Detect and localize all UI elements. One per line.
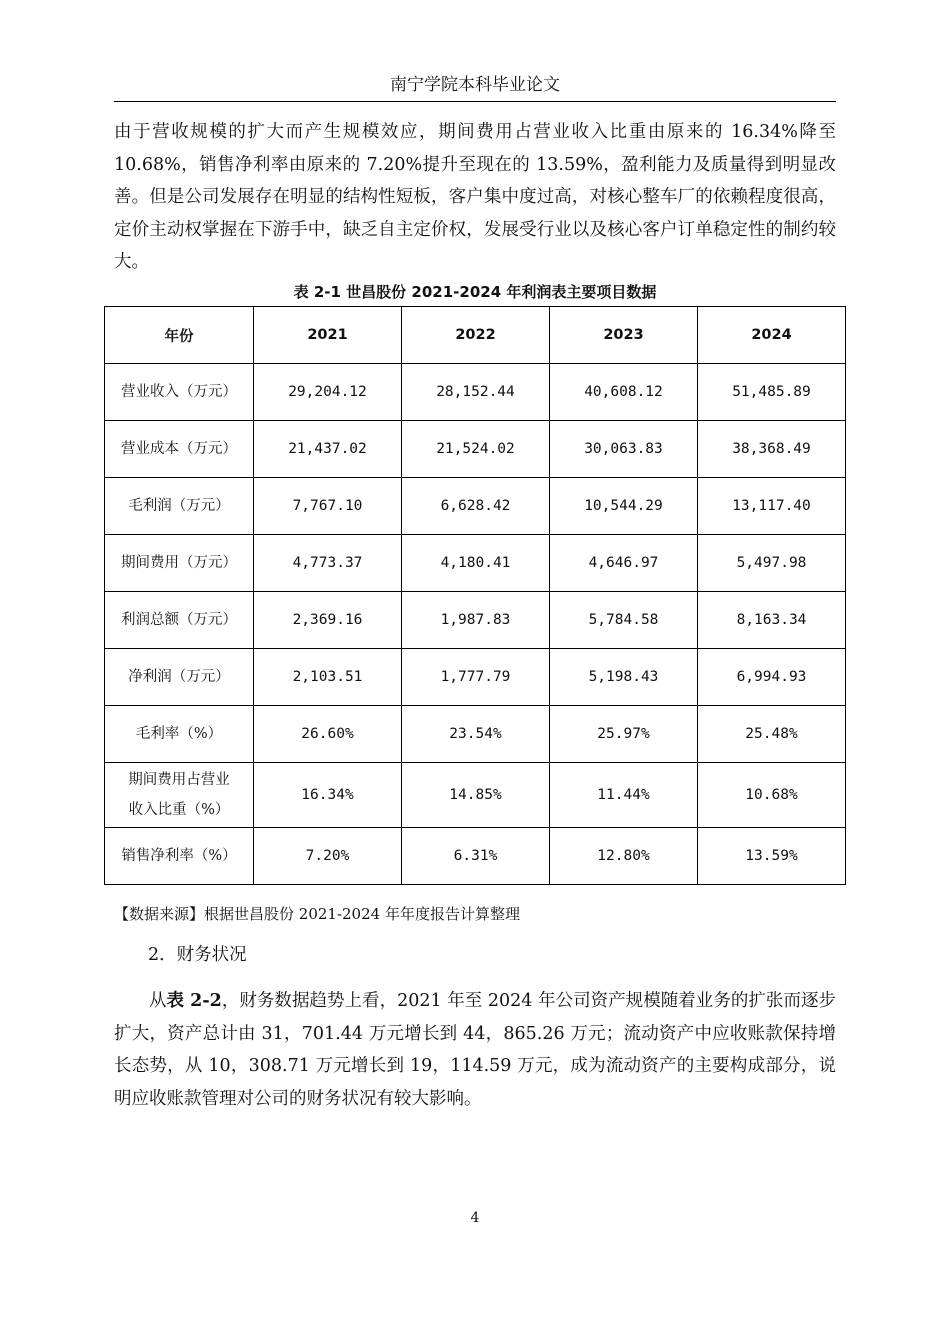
table-cell: 25.97% — [550, 706, 698, 763]
column-header-2023: 2023 — [550, 307, 698, 364]
table-cell: 23.54% — [402, 706, 550, 763]
column-header-2021: 2021 — [254, 307, 402, 364]
table-cell: 5,198.43 — [550, 649, 698, 706]
header-divider — [114, 101, 836, 102]
profit-statement-table — [104, 306, 846, 885]
table-cell: 21,524.02 — [402, 421, 550, 478]
table-cell: 51,485.89 — [698, 364, 846, 421]
table-row — [105, 535, 846, 592]
table-row — [105, 649, 846, 706]
table-cell: 5,497.98 — [698, 535, 846, 592]
table-cell: 2,369.16 — [254, 592, 402, 649]
table-cell: 30,063.83 — [550, 421, 698, 478]
table-cell: 38,368.49 — [698, 421, 846, 478]
table-cell: 7,767.10 — [254, 478, 402, 535]
row-label-gross-profit: 毛利润（万元） — [105, 478, 254, 535]
table-row — [105, 592, 846, 649]
row-label-revenue: 营业收入（万元） — [105, 364, 254, 421]
table-cell: 6.31% — [402, 828, 550, 885]
table-cell: 40,608.12 — [550, 364, 698, 421]
table-cell: 10,544.29 — [550, 478, 698, 535]
row-label-expense-ratio — [105, 763, 254, 828]
column-header-2022: 2022 — [402, 307, 550, 364]
table-cell: 6,994.93 — [698, 649, 846, 706]
table-cell: 2,103.51 — [254, 649, 402, 706]
table-cell: 21,437.02 — [254, 421, 402, 478]
body-paragraph-1: 由于营收规模的扩大而产生规模效应，期间费用占营业收入比重由原来的 16.34%降至 10.68%，销售净利率由原来的 7.20%提升至现在的 13.59%，盈利能力及质量得到明显改善。但是公司发展存在明显的结构性短板，客户集中度过高，对核心整车厂的依赖程度很高，定价主动权掌握在下游手中，缺乏自主定价权，发展受行业以及核心客户订单稳定性的制约较大。 — [114, 122, 836, 272]
table-cell: 10.68% — [698, 763, 846, 828]
table-caption: 表 2-1 世昌股份 2021-2024 年利润表主要项目数据 — [293, 283, 657, 301]
column-header-2024: 2024 — [698, 307, 846, 364]
table-cell: 6,628.42 — [402, 478, 550, 535]
table-row — [105, 763, 846, 828]
row-label-total-profit: 利润总额（万元） — [105, 592, 254, 649]
table-cell: 4,180.41 — [402, 535, 550, 592]
table-row — [105, 421, 846, 478]
table-cell: 25.48% — [698, 706, 846, 763]
row-label-net-profit: 净利润（万元） — [105, 649, 254, 706]
page-header: 南宁学院本科毕业论文 — [390, 75, 560, 95]
row-label-gross-margin: 毛利率（%） — [105, 706, 254, 763]
row-label-net-margin: 销售净利率（%） — [105, 828, 254, 885]
table-row — [105, 364, 846, 421]
table-cell: 26.60% — [254, 706, 402, 763]
table-cell: 4,646.97 — [550, 535, 698, 592]
column-header-year: 年份 — [105, 307, 254, 364]
page-number: 4 — [470, 1210, 480, 1226]
table-cell: 29,204.12 — [254, 364, 402, 421]
table-cell: 5,784.58 — [550, 592, 698, 649]
body-paragraph-2 — [114, 985, 836, 1115]
paragraph-lead: 从 — [149, 991, 167, 1011]
table-cell: 13,117.40 — [698, 478, 846, 535]
table-cell: 8,163.34 — [698, 592, 846, 649]
table-cell: 1,987.83 — [402, 592, 550, 649]
row-label-cost: 营业成本（万元） — [105, 421, 254, 478]
table-cell: 1,777.79 — [402, 649, 550, 706]
table-cell: 12.80% — [550, 828, 698, 885]
table-reference: 表 2-2 — [166, 991, 222, 1011]
table-cell: 28,152.44 — [402, 364, 550, 421]
row-label-period-expenses: 期间费用（万元） — [105, 535, 254, 592]
data-source-note: 【数据来源】根据世昌股份 2021-2024 年年度报告计算整理 — [114, 905, 520, 923]
table-header-row — [105, 307, 846, 364]
table-cell: 7.20% — [254, 828, 402, 885]
table-row — [105, 478, 846, 535]
table-row — [105, 828, 846, 885]
row-label-line: 收入比重（%） — [128, 802, 230, 818]
table-cell: 16.34% — [254, 763, 402, 828]
table-cell: 14.85% — [402, 763, 550, 828]
table-cell: 11.44% — [550, 763, 698, 828]
table-cell: 13.59% — [698, 828, 846, 885]
section-heading: 2．财务状况 — [148, 945, 247, 965]
table-row — [105, 706, 846, 763]
row-label-line: 期间费用占营业 — [128, 772, 230, 788]
table-cell: 4,773.37 — [254, 535, 402, 592]
paragraph-body: ，财务数据趋势上看，2021 年至 2024 年公司资产规模随着业务的扩张而逐步扩大，资产总计由 31，701.44 万元增长到 44，865.26 万元；流动资产中应收账款保持增长态势，从 10，308.71 万元增长到 19，114.59 万元，成为流动资产的主要构成部分，说明应收账款管理对公司的财务状况有较大影响。 — [114, 991, 836, 1109]
